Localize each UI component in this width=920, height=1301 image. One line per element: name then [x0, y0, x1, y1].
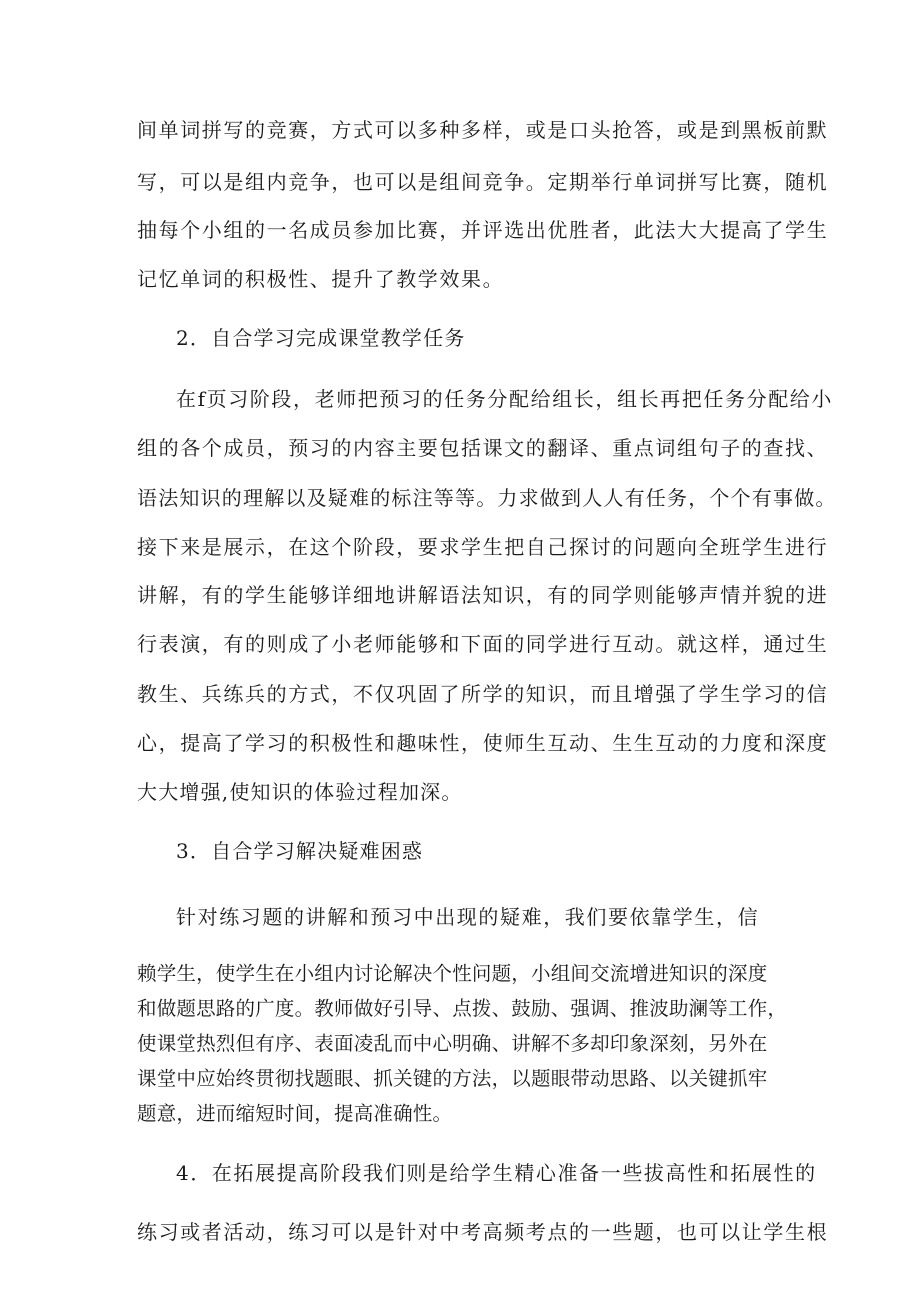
section-heading-2: 2．自合学习完成课堂教学任务 [176, 326, 466, 350]
paragraph-line: 行表演，有的则成了小老师能够和下面的同学进行互动。就这样，通过生 [137, 632, 829, 656]
paragraph-line: 组的各个成员，预习的内容主要包括课文的翻译、重点词组句子的查找、 [137, 436, 829, 460]
paragraph-line: 使课堂热烈但有序、表面凌乱而中心明确、讲解不多却印象深刻，另外在 [137, 1032, 768, 1055]
paragraph-line: 接下来是展示，在这个阶段，要求学生把自己探讨的问题向全班学生进行 [137, 535, 829, 559]
paragraph-line: 抽每个小组的一名成员参加比赛，并评选出优胜者，此法大大提高了学生 [137, 218, 829, 242]
section-heading-3: 3．自合学习解决疑难困惑 [176, 839, 424, 863]
paragraph-line: 在f页习阶段，老师把预习的任务分配给组长，组长再把任务分配给小 [176, 387, 834, 411]
paragraph-line: 教生、兵练兵的方式，不仅巩固了所学的知识，而且增强了学生学习的信 [137, 682, 829, 706]
paragraph-line: 写，可以是组内竞争，也可以是组间竞争。定期举行单词拼写比赛，随机 [137, 170, 829, 194]
paragraph-line: 讲解，有的学生能够详细地讲解语法知识，有的同学则能够声情并貌的进 [137, 583, 829, 607]
section-heading-4: 4．在拓展提高阶段我们则是给学生精心准备一些拔高性和拓展性的 [176, 1161, 817, 1185]
paragraph-line: 练习或者活动，练习可以是针对中考高频考点的一些题，也可以让学生根 [137, 1220, 829, 1244]
paragraph-line: 题意，进而缩短时间，提高准确性。 [137, 1102, 453, 1125]
paragraph-line: 记忆单词的积极性、提升了教学效果。 [137, 267, 505, 291]
paragraph-line: 大大增强,使知识的体验过程加深。 [137, 780, 463, 804]
paragraph-line: 赖学生，使学生在小组内讨论解决个性问题，小组间交流增进知识的深度 [137, 962, 768, 985]
paragraph-line: 心，提高了学习的积极性和趣味性，使师生互动、生生互动的力度和深度 [137, 731, 829, 755]
paragraph-line: 间单词拼写的竞赛，方式可以多种多样，或是口头抢答，或是到黑板前默 [137, 118, 829, 142]
paragraph-line: 课堂中应始终贯彻找题眼、抓关键的方法，以题眼带动思路、以关键抓牢 [137, 1067, 768, 1090]
paragraph-line: 针对练习题的讲解和预习中出现的疑难，我们要依靠学生，信 [176, 905, 760, 929]
paragraph-line: 语法知识的理解以及疑难的标注等等。力求做到人人有任务，个个有事做。 [137, 486, 837, 510]
paragraph-line: 和做题思路的广度。教师做好引导、点拨、鼓励、强调、推波助澜等工作， [137, 997, 788, 1020]
